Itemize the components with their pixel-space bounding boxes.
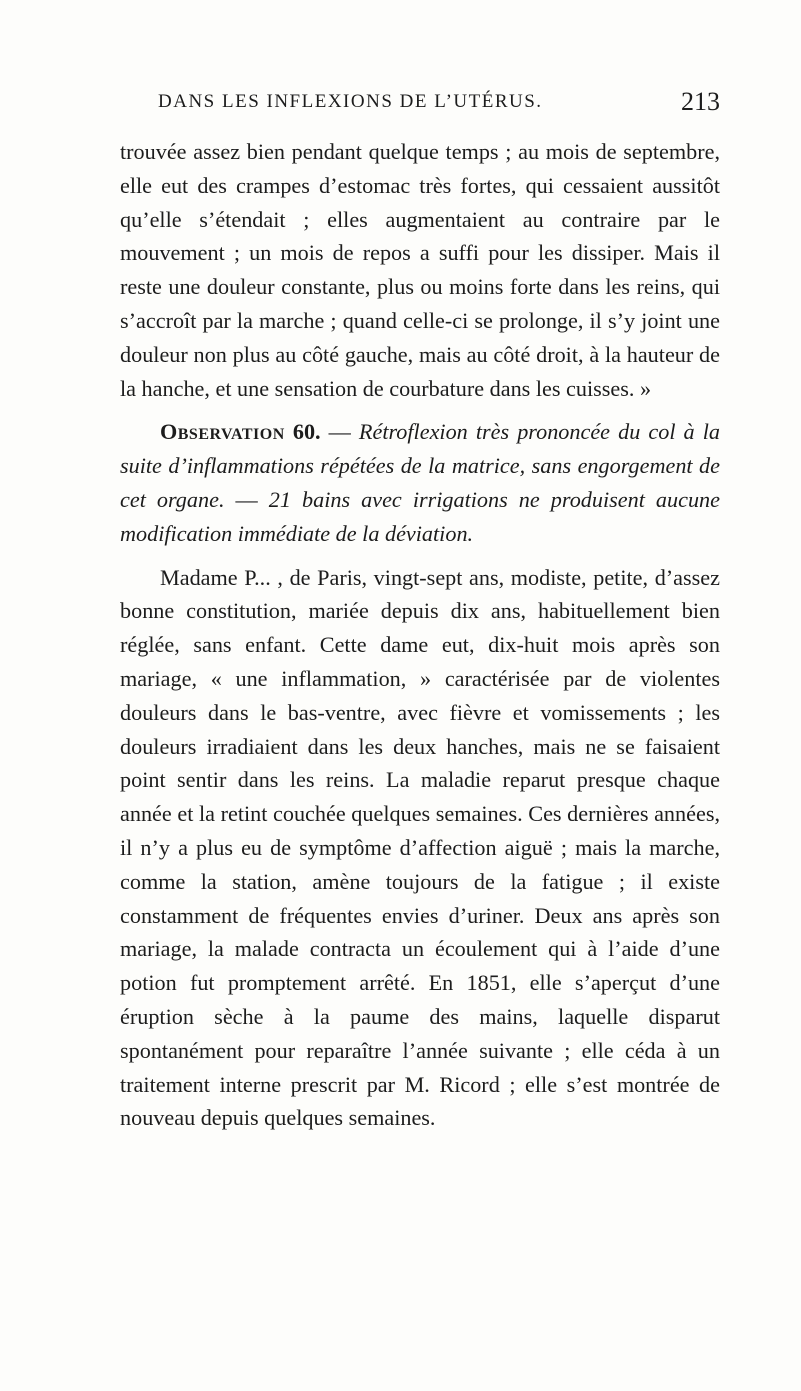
paragraph-spacer — [120, 551, 720, 561]
body-text — [120, 135, 720, 1135]
paragraph-case: Madame P... , de Paris, vingt-sept ans, modiste, petite, d’assez bonne constitution, mariée depuis dix ans, habituellement bien réglée, sans enfant. Cette dame eut, dix-huit mois après son mariage, « une inflammation, » caractérisée par de violentes douleurs dans le bas-ventre, avec fièvre et vomissements ; les douleurs irradiaient dans les deux hanches, mais ne se faisaient point sentir dans les reins. La maladie reparut presque chaque année et la retint couchée quelques semaines. Ces dernières années, il n’y a plus eu de symptôme d’affection aiguë ; mais la marche, comme la station, amène toujours de la fatigue ; il existe constamment de fréquentes envies d’uriner. Deux ans après son mariage, la malade contracta un écoulement qui à l’aide d’une potion fut promptement arrêté. En 1851, elle s’aperçut d’une éruption sèche à la paume des mains, laquelle disparut spontanément pour reparaître l’année suivante ; elle céda à un traitement interne prescrit par M. Ricord ; elle s’est montrée de nouveau depuis quelques semaines. — [120, 564, 720, 1131]
paragraph-continued: trouvée assez bien pendant quelque temps ; au mois de septembre, elle eut des crampes d’estomac très fortes, qui cessaient aussitôt qu’elle s’étendait ; elles augmentaient au contraire par le mouvement ; un mois de repos a suffi pour les dissiper. Mais il reste une douleur constante, plus ou moins forte dans les reins, qui s’accroît par la marche ; quand celle-ci se prolonge, il s’y joint une douleur non plus au côté gauche, mais au côté droit, à la hauteur de la hanche, et une sensation de courbature dans les cuisses. » — [120, 139, 720, 401]
observation-label: Observation — [160, 419, 285, 445]
observation-heading — [120, 415, 720, 550]
observation-dash: — — [320, 419, 359, 445]
observation-separator: — — [224, 486, 269, 512]
page-number: 213 — [681, 87, 720, 116]
observation-title: Rétroflexion très prononcée du col à la suite d’inflammations répétées de la matrice, sans engorgement de cet organe. — [120, 419, 720, 512]
paragraph-spacer — [120, 405, 720, 415]
running-title: DANS LES INFLEXIONS DE L’UTÉRUS. — [158, 91, 543, 112]
page-header — [158, 87, 718, 117]
observation-treatment: 21 bains avec irrigations ne produisent aucune modification immédiate de la déviation. — [120, 486, 720, 546]
observation-number: 60. — [292, 419, 321, 445]
